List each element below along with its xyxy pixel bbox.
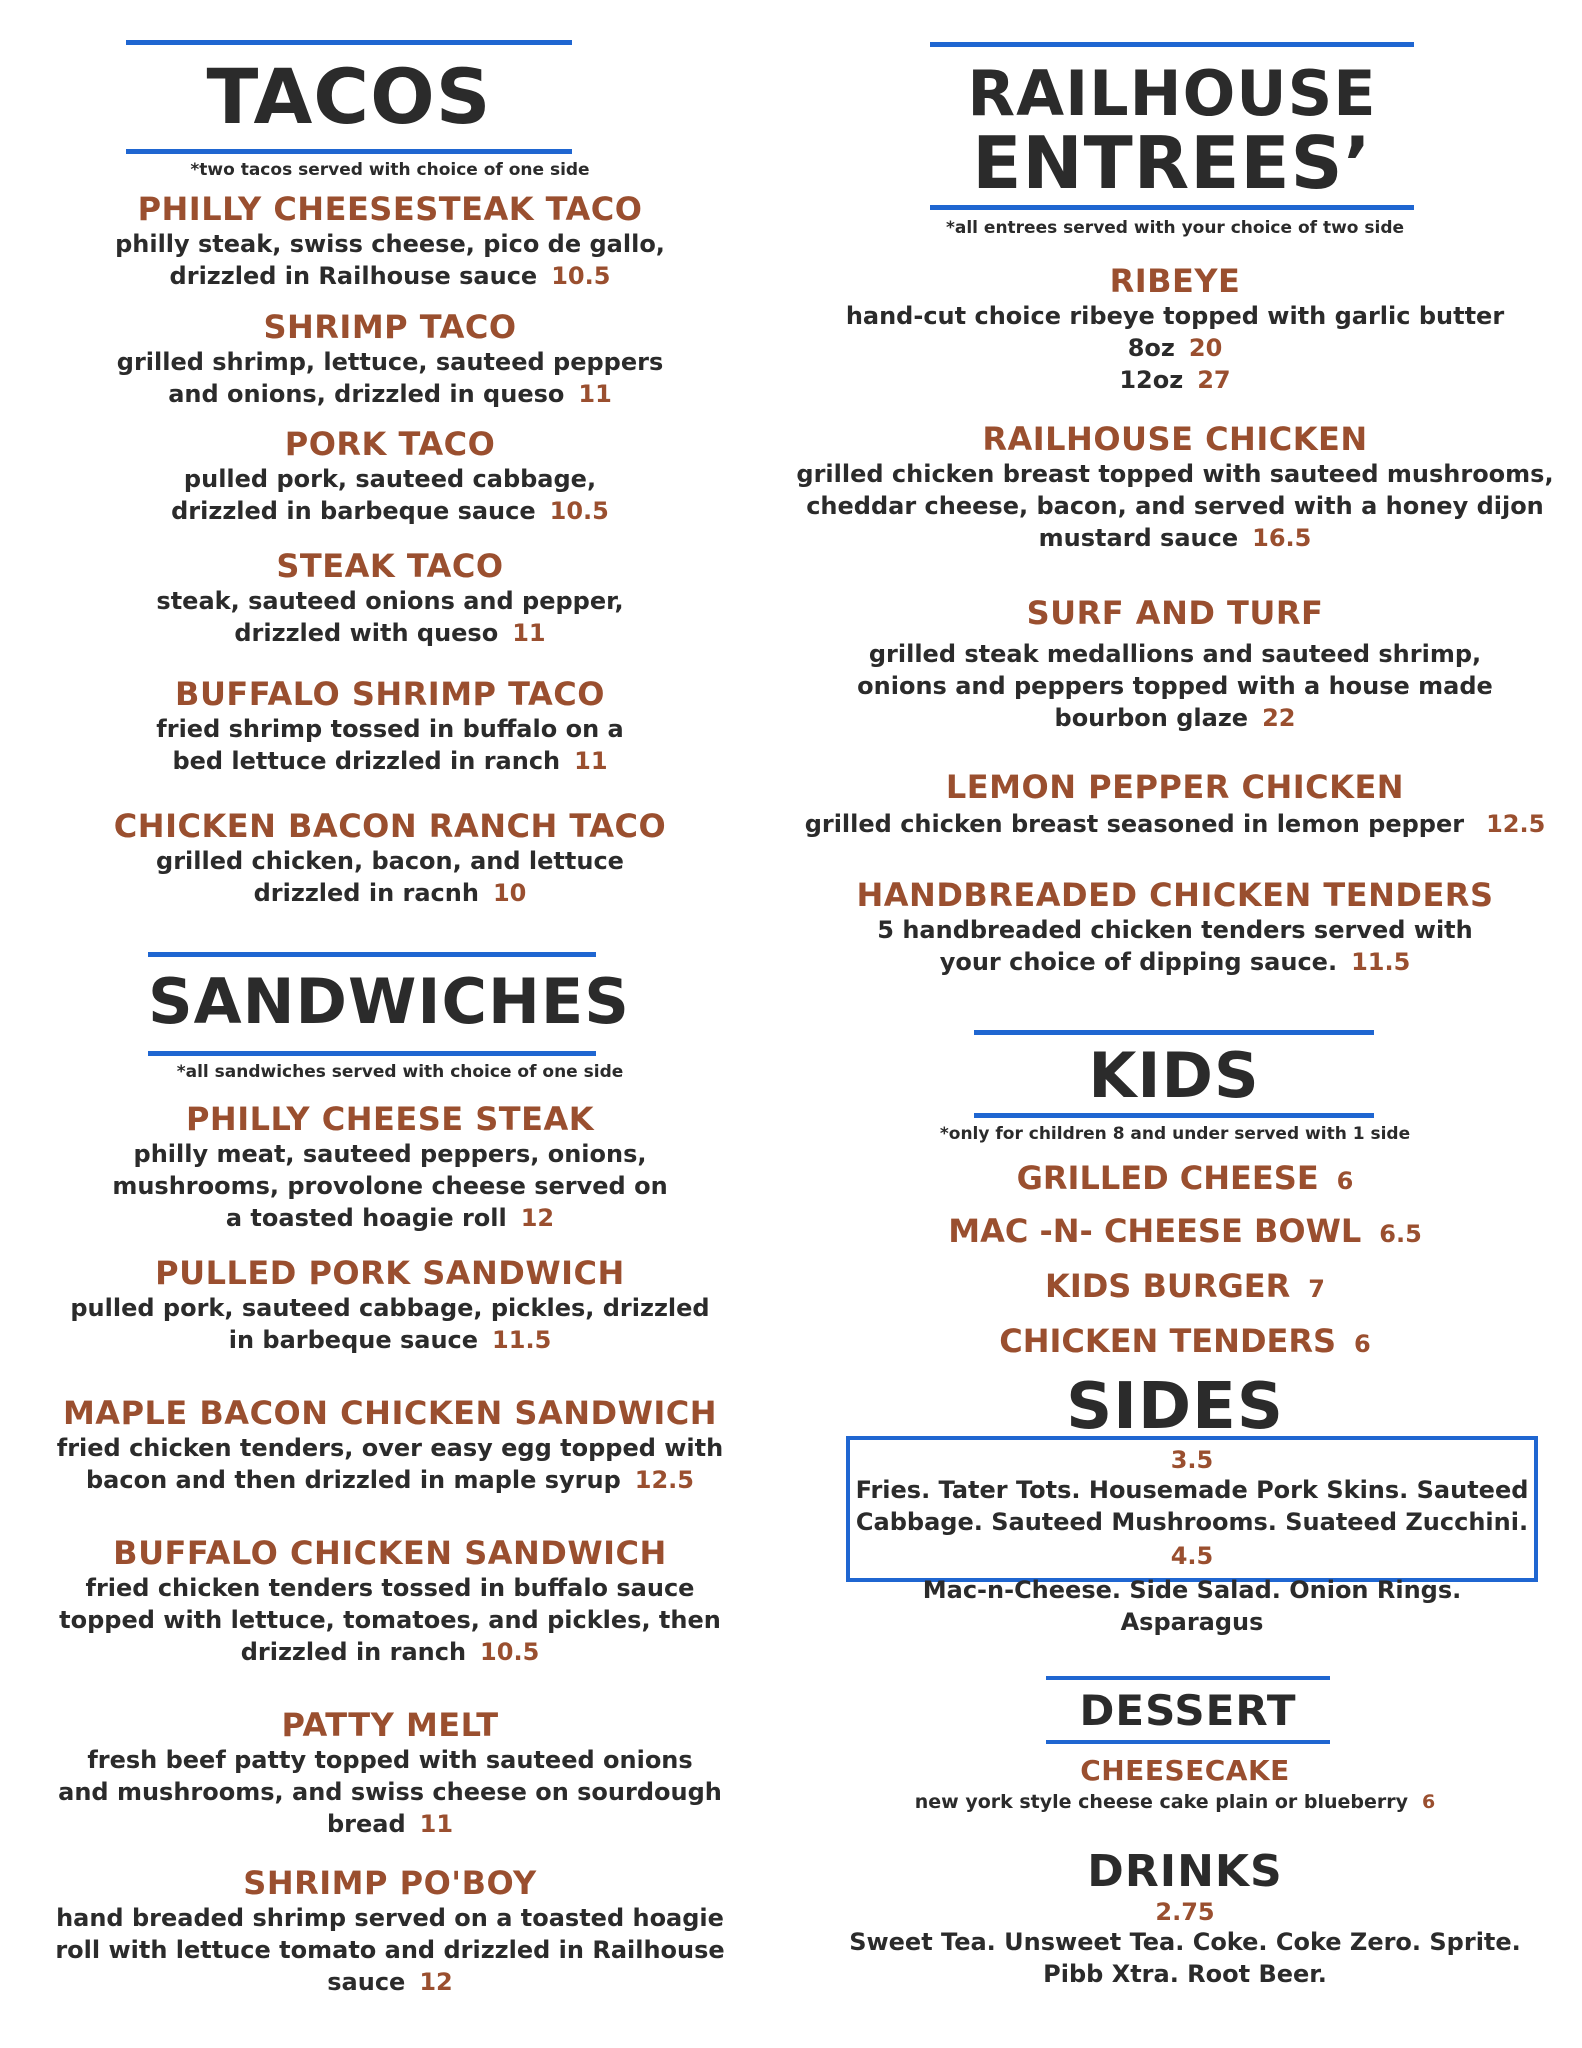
item-desc: roll with lettuce tomato and drizzled in Railhouse	[55, 1936, 725, 1964]
item-desc: onions and peppers topped with a house made	[857, 672, 1493, 700]
item-price: 10.5	[480, 1638, 540, 1666]
entrees-note: *all entrees served with your choice of two side	[945, 218, 1405, 238]
item-name: BUFFALO CHICKEN SANDWICH	[113, 1534, 667, 1572]
sides-title: SIDES	[1066, 1370, 1284, 1444]
item-desc-last	[40, 617, 740, 649]
item-price: 11.5	[1351, 948, 1411, 976]
item-desc-text: bacon and then drizzled in maple syrup	[85, 1466, 621, 1494]
item-price: 11	[574, 747, 608, 775]
item-price: 11.5	[492, 1326, 552, 1354]
menu-item	[40, 190, 740, 292]
item-desc-text: new york style cheese cake plain or blueberry	[914, 1791, 1409, 1813]
item-desc: 5 handbreaded chicken tenders served with	[877, 916, 1473, 944]
sides-tier2-line: Mac-n-Cheese. Side Salad. Onion Rings. Asparagus	[922, 1576, 1462, 1636]
menu-item	[40, 1534, 740, 1668]
sides-tier1-price: 3.5	[1170, 1446, 1214, 1474]
item-price: 27	[1197, 366, 1231, 394]
item-desc-last	[780, 702, 1570, 734]
sandwiches-note: *all sandwiches served with choice of one side	[176, 1062, 624, 1082]
entrees-header	[930, 42, 1414, 210]
item-price: 12	[419, 1968, 453, 1996]
item-desc: cheddar cheese, bacon, and served with a honey dijon	[806, 492, 1544, 520]
entrees-top-rule	[930, 42, 1414, 47]
dessert-header	[1046, 1676, 1330, 1744]
dessert-title: DESSERT	[1079, 1686, 1297, 1735]
item-desc: grilled steak medallions and sauteed shrimp,	[868, 640, 1482, 668]
item-desc: philly steak, swiss cheese, pico de gallo,	[115, 230, 665, 258]
item-desc-text: grilled chicken breast seasoned in lemon pepper	[804, 810, 1465, 838]
item-name: PHILLY CHEESESTEAK TACO	[137, 190, 643, 228]
item-desc-last	[780, 522, 1570, 554]
item-desc-last	[40, 1464, 740, 1496]
item-name: LEMON PEPPER CHICKEN	[945, 768, 1405, 806]
item-desc: grilled chicken, bacon, and lettuce	[156, 847, 624, 875]
item-price: 11	[419, 1810, 454, 1838]
item-name: CHEESECAKE	[1080, 1754, 1290, 1787]
menu-item	[40, 675, 740, 777]
item-desc: fresh beef patty topped with sauteed onions	[87, 1746, 693, 1774]
menu-item	[780, 768, 1570, 840]
menu-item-ribeye	[780, 262, 1570, 396]
item-name: SHRIMP TACO	[263, 308, 517, 346]
item-desc-last	[780, 808, 1570, 840]
item-desc: and mushrooms, and swiss cheese on sourdough	[58, 1778, 722, 1806]
menu-item	[780, 876, 1570, 978]
item-desc-last	[40, 1966, 740, 1998]
item-desc: pulled pork, sauteed cabbage, pickles, drizzled	[70, 1294, 710, 1322]
entrees-title-line1: RAILHOUSE	[967, 57, 1377, 130]
kids-header	[974, 1030, 1374, 1118]
drinks-block	[780, 1898, 1570, 1990]
sandwiches-top-rule	[148, 952, 596, 957]
item-desc: fried chicken tenders tossed in buffalo sauce	[85, 1574, 695, 1602]
item-name: SURF AND TURF	[1026, 594, 1324, 632]
menu-item	[40, 1100, 740, 1234]
item-desc-last	[40, 877, 740, 909]
menu-item	[40, 425, 740, 527]
menu-item	[40, 1706, 740, 1840]
item-desc-text: drizzled with queso	[234, 619, 499, 647]
item-desc-last	[40, 378, 740, 410]
item-desc-text: drizzled in barbeque sauce	[171, 497, 536, 525]
list-item	[800, 1211, 1570, 1254]
item-price: 22	[1262, 704, 1296, 732]
menu-item	[40, 807, 740, 909]
item-price: 20	[1188, 334, 1223, 362]
kid-item-name: KIDS BURGER	[1045, 1267, 1291, 1305]
item-desc-text: mustard sauce	[1038, 524, 1239, 552]
sides-tier1-line: Fries. Tater Tots. Housemade Pork Skins. Sauteed	[855, 1476, 1529, 1504]
kids-bottom-rule	[974, 1113, 1374, 1118]
kid-item-name: MAC -N- CHEESE BOWL	[948, 1212, 1362, 1250]
item-name: PATTY MELT	[281, 1706, 499, 1744]
sandwiches-header	[148, 952, 630, 1056]
item-desc: fried chicken tenders, over easy egg topped with	[56, 1434, 724, 1462]
size-label: 12oz	[1119, 366, 1184, 394]
ribeye-size-row	[780, 364, 1570, 396]
item-price: 12.5	[1486, 810, 1546, 838]
item-price: 10	[492, 879, 527, 907]
item-desc-text: sauce	[327, 1968, 406, 1996]
item-desc: pulled pork, sauteed cabbage,	[183, 465, 597, 493]
item-name: CHICKEN BACON RANCH TACO	[113, 807, 667, 845]
item-price: 16.5	[1252, 524, 1312, 552]
tacos-header	[126, 40, 572, 154]
item-name: MAPLE BACON CHICKEN SANDWICH	[62, 1394, 718, 1432]
kids-note: *only for children 8 and under served with 1 side	[939, 1124, 1411, 1144]
tacos-bottom-rule	[126, 149, 572, 154]
item-desc-text: a toasted hoagie roll	[225, 1204, 507, 1232]
item-desc-last	[40, 1324, 740, 1356]
drinks-price: 2.75	[1155, 1898, 1215, 1926]
ribeye-size-row	[780, 332, 1570, 364]
entrees-title-line2: ENTREES’	[972, 121, 1372, 205]
item-desc-last	[780, 946, 1570, 978]
sandwiches-bottom-rule	[148, 1051, 596, 1056]
menu-item	[40, 308, 740, 410]
item-price: 11	[512, 619, 546, 647]
item-desc: hand-cut choice ribeye topped with garlic butter	[845, 302, 1505, 330]
kids-top-rule	[974, 1030, 1374, 1035]
menu-item	[780, 594, 1570, 734]
item-desc: mushrooms, provolone cheese served on	[112, 1172, 668, 1200]
drinks-title: DRINKS	[1087, 1846, 1283, 1897]
sandwiches-title: SANDWICHES	[148, 965, 630, 1038]
menu-item-cheesecake	[780, 1754, 1570, 1816]
item-desc: fried shrimp tossed in buffalo on a	[156, 715, 624, 743]
item-desc-text: drizzled in ranch	[240, 1638, 467, 1666]
item-price: 10.5	[551, 262, 611, 290]
item-desc-text: your choice of dipping sauce.	[939, 948, 1338, 976]
menu-item	[40, 547, 740, 649]
item-name: PHILLY CHEESE STEAK	[185, 1100, 595, 1138]
item-desc-text: in barbeque sauce	[228, 1326, 479, 1354]
sides-box	[846, 1436, 1538, 1636]
item-price: 11	[578, 380, 612, 408]
item-desc-last	[40, 1636, 740, 1668]
item-desc: steak, sauteed onions and pepper,	[156, 587, 624, 615]
item-desc: grilled shrimp, lettuce, sauteed peppers	[116, 348, 664, 376]
item-name: BUFFALO SHRIMP TACO	[175, 675, 605, 713]
item-name: RIBEYE	[1109, 262, 1241, 300]
item-name: RAILHOUSE CHICKEN	[982, 420, 1368, 458]
item-name: PORK TACO	[284, 425, 496, 463]
menu-item	[40, 1254, 740, 1356]
kid-item-price: 6.5	[1379, 1220, 1422, 1248]
drinks-line: Sweet Tea. Unsweet Tea. Coke. Coke Zero. Sprite.	[849, 1928, 1521, 1956]
list-item	[800, 1266, 1570, 1309]
item-desc-text: bread	[326, 1810, 406, 1838]
list-item	[800, 1321, 1570, 1364]
entrees-bottom-rule	[930, 205, 1414, 210]
sides-tier2-price: 4.5	[1170, 1542, 1214, 1570]
item-price: 10.5	[549, 497, 609, 525]
drinks-line: Pibb Xtra. Root Beer.	[1043, 1960, 1327, 1988]
item-desc-last	[40, 495, 740, 527]
item-desc-text: drizzled in racnh	[253, 879, 479, 907]
list-item	[800, 1158, 1570, 1201]
menu-item	[780, 420, 1570, 554]
item-desc-text: bourbon glaze	[1054, 704, 1249, 732]
item-desc-text: and onions, drizzled in queso	[168, 380, 565, 408]
item-desc: grilled chicken breast topped with sauteed mushrooms,	[796, 460, 1554, 488]
tacos-top-rule	[126, 40, 572, 45]
dessert-top-rule	[1046, 1676, 1330, 1680]
item-name: HANDBREADED CHICKEN TENDERS	[856, 876, 1494, 914]
item-desc-text: bed lettuce drizzled in ranch	[172, 747, 561, 775]
item-price: 12.5	[634, 1466, 694, 1494]
kid-item-price: 7	[1308, 1275, 1325, 1303]
kid-item-price: 6	[1354, 1330, 1371, 1358]
item-desc-last	[40, 260, 740, 292]
item-desc-last	[40, 745, 740, 777]
kids-list	[780, 1158, 1570, 1364]
menu-item	[40, 1394, 740, 1496]
item-name: PULLED PORK SANDWICH	[155, 1254, 625, 1292]
size-label: 8oz	[1127, 334, 1175, 362]
item-desc-text: drizzled in Railhouse sauce	[169, 262, 538, 290]
item-name: SHRIMP PO'BOY	[243, 1864, 537, 1902]
item-desc-last	[40, 1808, 740, 1840]
item-desc: topped with lettuce, tomatoes, and pickles, then	[59, 1606, 721, 1634]
item-price: 12	[520, 1204, 555, 1232]
tacos-title: TACOS	[206, 52, 492, 141]
dessert-bottom-rule	[1046, 1740, 1330, 1744]
menu-item	[40, 1864, 740, 1998]
item-price: 6	[1422, 1791, 1436, 1813]
item-desc-last	[40, 1202, 740, 1234]
sides-tier1-line: Cabbage. Sauteed Mushrooms. Suateed Zucchini.	[855, 1508, 1529, 1536]
kid-item-price: 6	[1336, 1167, 1354, 1195]
tacos-note: *two tacos served with choice of one side	[190, 160, 590, 180]
kids-title: KIDS	[1088, 1039, 1260, 1112]
item-desc: hand breaded shrimp served on a toasted hoagie	[56, 1904, 724, 1932]
item-name: STEAK TACO	[276, 547, 504, 585]
kid-item-name: CHICKEN TENDERS	[999, 1322, 1337, 1360]
kid-item-name: GRILLED CHEESE	[1016, 1159, 1319, 1197]
item-desc: philly meat, sauteed peppers, onions,	[133, 1140, 647, 1168]
